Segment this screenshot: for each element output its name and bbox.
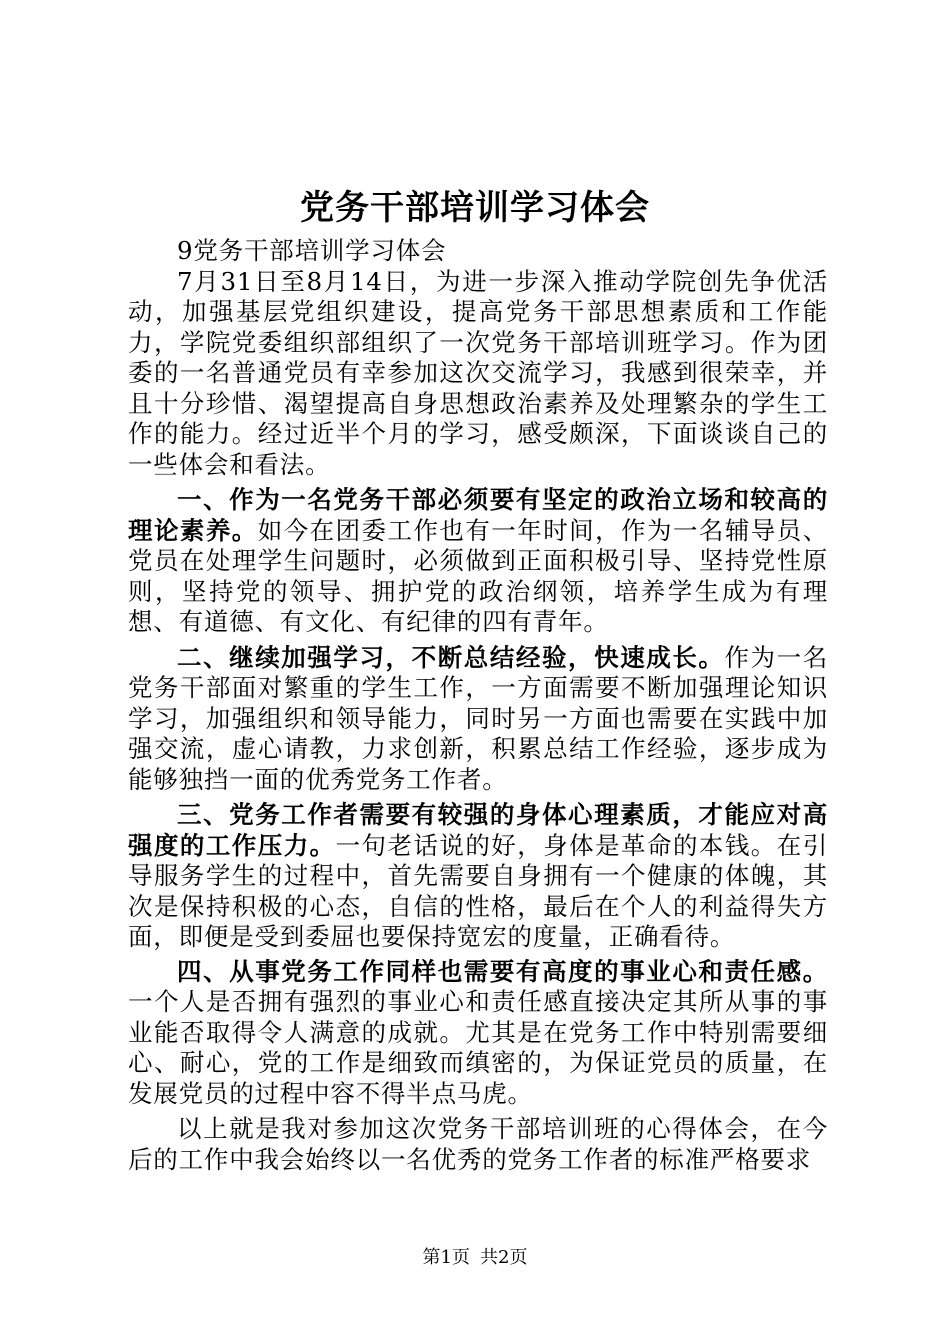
paragraph-subtitle: [128, 236, 828, 267]
paragraph-point-2: [128, 643, 828, 796]
paragraph-text: 一个人是否拥有强烈的事业心和责任感直接决定其所从事的事业能否取得令人满意的成就。尤其是在党务工作中特别需要细心、耐心，党的工作是细致而缜密的，为保证党员的质量，在发展党员的过程中容不得半点马虎。: [128, 987, 828, 1108]
paragraph-heading: 二、继续加强学习，不断总结经验，快速成长。: [177, 642, 725, 672]
paragraph-intro: [128, 267, 828, 481]
page-footer: [0, 1246, 950, 1270]
page-number: 第1页: [422, 1247, 470, 1268]
paragraph-point-1: [128, 485, 828, 638]
paragraph-point-4: [128, 957, 828, 1110]
paragraph-text: 作为一名党务干部面对繁重的学生工作，一方面需要不断加强理论知识学习，加强组织和领导能力，同时另一方面也需要在实践中加强交流，虚心请教，力求创新，积累总结工作经验，逐步成为能够独挡一面的优秀党务工作者。: [128, 642, 828, 794]
paragraph-heading: 四、从事党务工作同样也需要有高度的事业心和责任感。: [177, 956, 828, 986]
paragraph-text: 如今在团委工作也有一年时间，作为一名辅导员、党员在处理学生问题时，必须做到正面积极引导、坚持党性原则，坚持党的领导、拥护党的政治纲领，培养学生成为有理想、有道德、有文化、有纪律的四有青年。: [128, 515, 828, 636]
paragraph-heading: 一、作为一名党务干部必须要有坚定的政治立场和较高的理论素养。: [128, 485, 828, 545]
paragraph-heading: 三、党务工作者需要有较强的身体心理素质，才能应对高强度的工作压力。: [128, 800, 828, 860]
document-body: [128, 236, 828, 1175]
paragraph-point-3: [128, 800, 828, 953]
paragraph-text: 9党务干部培训学习体会: [177, 236, 447, 265]
page-total: 共2页: [480, 1247, 528, 1268]
paragraph-text: 一句老话说的好，身体是革命的本钱。在引导服务学生的过程中，首先需要自身拥有一个健康的体魄，其次是保持积极的心态，自信的性格，最后在个人的利益得失方面，即便是受到委屈也要保持宽宏的度量，正确看待。: [128, 830, 829, 951]
paragraph-text: 7月31日至8月14日，为进一步深入推动学院创先争优活动，加强基层党组织建设，提高党务干部思想素质和工作能力，学院党委组织部组织了一次党务干部培训班学习。作为团委的一名普通党员有幸参加这次交流学习，我感到很荣幸，并且十分珍惜、渴望提高自身思想政治素养及处理繁杂的学生工作的能力。经过近半个月的学习，感受颇深，下面谈谈自己的一些体会和看法。: [128, 266, 828, 479]
document-title: 党务干部培训学习体会: [300, 188, 650, 228]
paragraph-conclusion: [128, 1114, 828, 1175]
paragraph-text: 以上就是我对参加这次党务干部培训班的心得体会，在今后的工作中我会始终以一名优秀的党务工作者的标准严格要求: [128, 1114, 828, 1174]
